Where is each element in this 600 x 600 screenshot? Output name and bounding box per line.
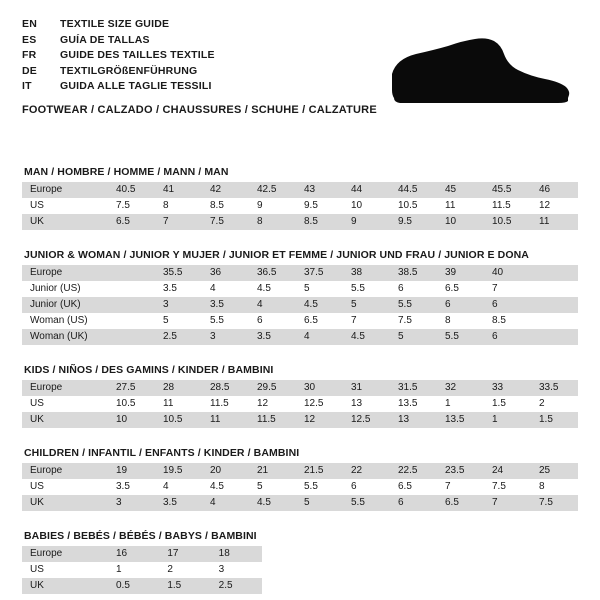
cell: 4.5 [343, 329, 390, 345]
row-label: US [22, 479, 108, 495]
cell: 32 [437, 380, 484, 396]
cell: 5.5 [296, 479, 343, 495]
language-code: DE [22, 64, 37, 77]
cell: 24 [484, 463, 531, 479]
cell: 11.5 [202, 396, 249, 412]
cell: 21 [249, 463, 296, 479]
row-label: Europe [22, 463, 108, 479]
size-table-children [22, 463, 578, 511]
cell: 11 [437, 198, 484, 214]
cell: 23.5 [437, 463, 484, 479]
language-row [22, 34, 215, 50]
cell: 27.5 [108, 380, 155, 396]
cell: 10.5 [484, 214, 531, 230]
row-label: Europe [22, 265, 108, 281]
cell: 7 [155, 214, 202, 230]
cell: 5 [343, 297, 390, 313]
cell: 6.5 [437, 495, 484, 511]
cell: 10 [108, 412, 155, 428]
cell: 8 [155, 198, 202, 214]
cell: 2.5 [211, 578, 262, 594]
row-label: UK [22, 412, 108, 428]
cell: 13.5 [390, 396, 437, 412]
section-babies [22, 530, 578, 594]
table-row [22, 463, 578, 479]
cell: 30 [296, 380, 343, 396]
cell: 5.5 [343, 281, 390, 297]
cell: 21.5 [296, 463, 343, 479]
cell: 7 [484, 281, 531, 297]
cell: 8 [531, 479, 578, 495]
table-row [22, 313, 578, 329]
language-row [22, 49, 215, 65]
size-table-babies [22, 546, 262, 594]
cell: 4.5 [202, 479, 249, 495]
size-table-junior-woman [22, 265, 578, 345]
row-label: US [22, 198, 108, 214]
cell: 6 [343, 479, 390, 495]
cell: 12 [531, 198, 578, 214]
cell: 1 [108, 562, 159, 578]
row-label: Europe [22, 182, 108, 198]
cell: 5 [296, 281, 343, 297]
row-label: Woman (UK) [22, 329, 108, 345]
cell: 5.5 [343, 495, 390, 511]
language-title: TEXTILGRÖßENFÜHRUNG [60, 64, 198, 77]
table-row [22, 396, 578, 412]
table-row [22, 329, 578, 345]
cell: 3 [211, 562, 262, 578]
section-title: BABIES / BEBÉS / BÉBÉS / BABYS / BAMBINI [24, 530, 257, 542]
cell: 12 [296, 412, 343, 428]
cell: 2 [531, 396, 578, 412]
cell: 10.5 [108, 396, 155, 412]
cell: 40 [484, 265, 531, 281]
cell: 43 [296, 182, 343, 198]
table-row [22, 412, 578, 428]
cell: 40.5 [108, 182, 155, 198]
language-code: IT [22, 80, 32, 92]
cell [108, 329, 155, 345]
cell: 11 [202, 412, 249, 428]
section-title: CHILDREN / INFANTIL / ENFANTS / KINDER / BAMBINI [24, 447, 300, 459]
cell: 6 [249, 313, 296, 329]
cell: 28 [155, 380, 202, 396]
cell: 7.5 [108, 198, 155, 214]
cell: 8 [437, 313, 484, 329]
cell: 38.5 [390, 265, 437, 281]
table-row [22, 182, 578, 198]
row-label: US [22, 396, 108, 412]
cell: 4 [202, 495, 249, 511]
row-label: UK [22, 495, 108, 511]
table-row [22, 198, 578, 214]
table-row [22, 546, 262, 562]
cell: 16 [108, 546, 159, 562]
cell: 31 [343, 380, 390, 396]
size-table-man [22, 182, 578, 230]
table-row [22, 380, 578, 396]
language-code: ES [22, 33, 37, 46]
cell: 1.5 [531, 412, 578, 428]
cell: 3 [155, 297, 202, 313]
cell: 13.5 [437, 412, 484, 428]
cell: 7 [437, 479, 484, 495]
cell: 6.5 [296, 313, 343, 329]
cell: 11 [531, 214, 578, 230]
language-title: GUÍA DE TALLAS [60, 33, 150, 46]
cell: 39 [437, 265, 484, 281]
cell: 36.5 [249, 265, 296, 281]
language-title: GUIDE DES TAILLES TEXTILE [60, 49, 215, 61]
language-row [22, 18, 215, 34]
size-table-kids [22, 380, 578, 428]
cell [531, 265, 578, 281]
cell: 6.5 [108, 214, 155, 230]
row-label: UK [22, 214, 108, 230]
cell: 5 [155, 313, 202, 329]
section-children [22, 447, 578, 511]
category-title: FOOTWEAR / CALZADO / CHAUSSURES / SCHUHE / CALZATURE [22, 103, 377, 116]
cell [108, 281, 155, 297]
cell: 0.5 [108, 578, 159, 594]
cell: 6 [484, 329, 531, 345]
language-code: FR [22, 49, 37, 61]
section-man [22, 166, 578, 230]
language-title: TEXTILE SIZE GUIDE [60, 18, 170, 30]
cell: 46 [531, 182, 578, 198]
cell: 6 [390, 281, 437, 297]
cell: 5.5 [390, 297, 437, 313]
cell: 8.5 [202, 198, 249, 214]
cell: 5 [249, 479, 296, 495]
cell: 5.5 [202, 313, 249, 329]
cell: 8 [249, 214, 296, 230]
cell: 41 [155, 182, 202, 198]
cell [531, 329, 578, 345]
language-row [22, 65, 215, 81]
cell: 2.5 [155, 329, 202, 345]
cell: 18 [211, 546, 262, 562]
cell: 3.5 [155, 281, 202, 297]
cell: 10.5 [390, 198, 437, 214]
cell: 11.5 [249, 412, 296, 428]
cell: 35.5 [155, 265, 202, 281]
cell: 13 [343, 396, 390, 412]
cell: 7.5 [531, 495, 578, 511]
cell [531, 297, 578, 313]
table-row [22, 297, 578, 313]
table-row [22, 214, 578, 230]
language-code: EN [22, 18, 37, 30]
language-title: GUIDA ALLE TAGLIE TESSILI [60, 80, 212, 92]
language-row [22, 80, 215, 96]
section-kids [22, 364, 578, 428]
language-title-list [22, 18, 215, 96]
cell: 19.5 [155, 463, 202, 479]
cell: 8.5 [484, 313, 531, 329]
document-header [22, 18, 578, 130]
cell [108, 265, 155, 281]
cell: 3.5 [155, 495, 202, 511]
cell: 31.5 [390, 380, 437, 396]
cell: 3 [108, 495, 155, 511]
cell: 45 [437, 182, 484, 198]
cell [108, 313, 155, 329]
cell: 44 [343, 182, 390, 198]
cell: 7.5 [202, 214, 249, 230]
cell: 9 [343, 214, 390, 230]
cell: 4.5 [296, 297, 343, 313]
row-label: US [22, 562, 108, 578]
cell: 11 [155, 396, 202, 412]
cell: 11.5 [484, 198, 531, 214]
section-title: KIDS / NIÑOS / DES GAMINS / KINDER / BAMBINI [24, 364, 274, 376]
table-row [22, 562, 262, 578]
cell: 13 [390, 412, 437, 428]
cell: 7.5 [390, 313, 437, 329]
cell: 2 [159, 562, 210, 578]
cell: 36 [202, 265, 249, 281]
row-label: UK [22, 578, 108, 594]
table-row [22, 265, 578, 281]
row-label: Europe [22, 380, 108, 396]
cell: 38 [343, 265, 390, 281]
cell: 7 [343, 313, 390, 329]
row-label: Woman (US) [22, 313, 108, 329]
cell: 22 [343, 463, 390, 479]
cell: 4 [202, 281, 249, 297]
row-label: Junior (UK) [22, 297, 108, 313]
cell: 1.5 [159, 578, 210, 594]
cell: 1.5 [484, 396, 531, 412]
section-title: JUNIOR & WOMAN / JUNIOR Y MUJER / JUNIOR ET FEMME / JUNIOR UND FRAU / JUNIOR E DONA [24, 249, 529, 261]
cell: 5.5 [437, 329, 484, 345]
cell: 5 [296, 495, 343, 511]
cell: 12.5 [343, 412, 390, 428]
cell: 4 [249, 297, 296, 313]
cell: 9 [249, 198, 296, 214]
row-label: Junior (US) [22, 281, 108, 297]
cell: 19 [108, 463, 155, 479]
section-junior-woman [22, 249, 578, 345]
cell: 4.5 [249, 281, 296, 297]
cell: 6 [484, 297, 531, 313]
cell: 10 [437, 214, 484, 230]
cell: 5 [390, 329, 437, 345]
table-row [22, 495, 578, 511]
cell: 29.5 [249, 380, 296, 396]
table-row [22, 578, 262, 594]
cell [108, 297, 155, 313]
cell: 3.5 [108, 479, 155, 495]
cell: 37.5 [296, 265, 343, 281]
cell: 12 [249, 396, 296, 412]
cell: 4.5 [249, 495, 296, 511]
cell: 3 [202, 329, 249, 345]
cell: 22.5 [390, 463, 437, 479]
cell: 3.5 [249, 329, 296, 345]
cell: 3.5 [202, 297, 249, 313]
cell: 4 [155, 479, 202, 495]
cell: 8.5 [296, 214, 343, 230]
table-row [22, 479, 578, 495]
cell [531, 281, 578, 297]
cell: 12.5 [296, 396, 343, 412]
cell: 6 [437, 297, 484, 313]
cell: 20 [202, 463, 249, 479]
cell [531, 313, 578, 329]
cell: 25 [531, 463, 578, 479]
cell: 42 [202, 182, 249, 198]
cell: 9.5 [296, 198, 343, 214]
cell: 6.5 [437, 281, 484, 297]
row-label: Europe [22, 546, 108, 562]
cell: 17 [159, 546, 210, 562]
section-title: MAN / HOMBRE / HOMME / MANN / MAN [24, 166, 229, 178]
cell: 6.5 [390, 479, 437, 495]
cell: 44.5 [390, 182, 437, 198]
cell: 10 [343, 198, 390, 214]
cell: 45.5 [484, 182, 531, 198]
cell: 6 [390, 495, 437, 511]
table-row [22, 281, 578, 297]
cell: 9.5 [390, 214, 437, 230]
dress-shoe-icon [382, 32, 572, 108]
cell: 28.5 [202, 380, 249, 396]
cell: 33.5 [531, 380, 578, 396]
cell: 33 [484, 380, 531, 396]
cell: 7.5 [484, 479, 531, 495]
cell: 42.5 [249, 182, 296, 198]
cell: 4 [296, 329, 343, 345]
cell: 7 [484, 495, 531, 511]
cell: 10.5 [155, 412, 202, 428]
cell: 1 [437, 396, 484, 412]
cell: 1 [484, 412, 531, 428]
